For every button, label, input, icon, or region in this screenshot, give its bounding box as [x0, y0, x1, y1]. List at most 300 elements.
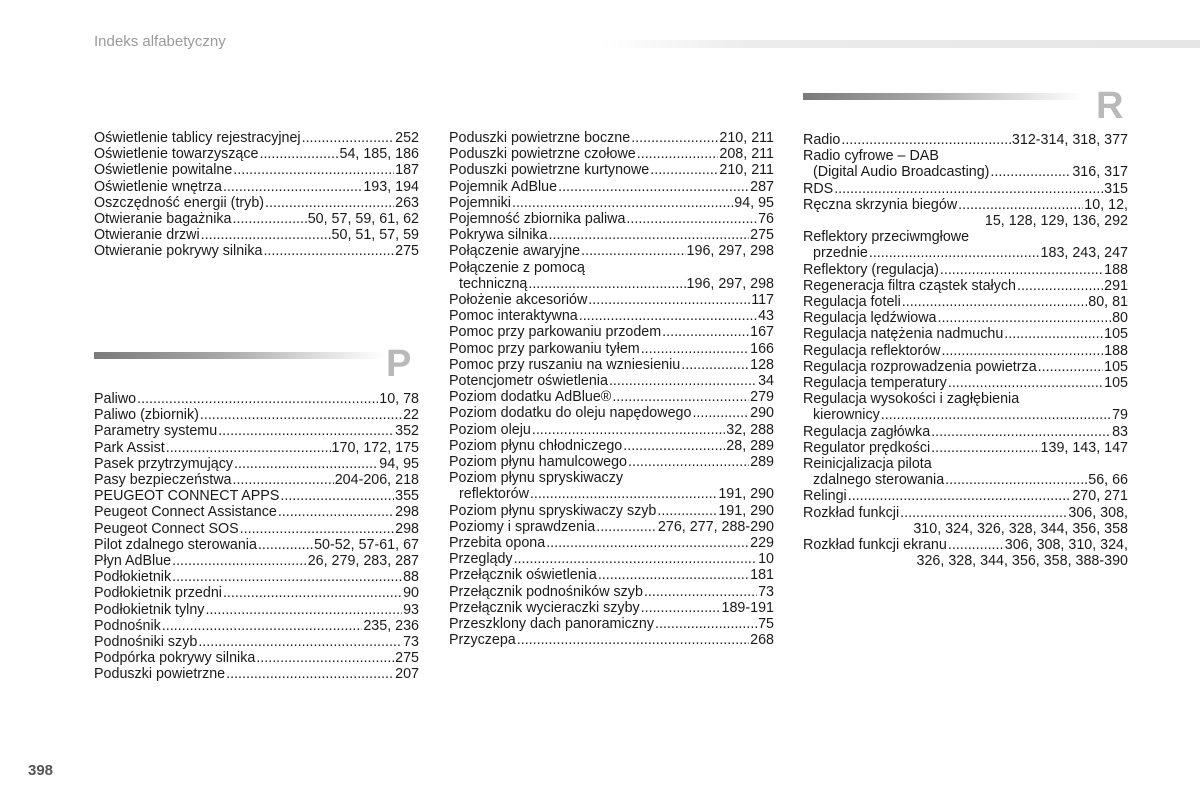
- index-entry-term: Regulacja rozprowadzenia powietrza: [803, 358, 1037, 375]
- index-column-r: [803, 132, 1128, 569]
- section-divider-p: [94, 352, 384, 359]
- index-entry: [449, 567, 774, 583]
- dot-leader: [628, 454, 749, 470]
- dot-leader: [598, 567, 749, 583]
- index-entry-pages: 188: [1104, 261, 1128, 278]
- index-entry-pages-cont: 326, 328, 344, 356, 358, 388-390: [916, 553, 1128, 570]
- index-entry: [94, 195, 419, 211]
- index-entry-pages: 80, 81: [1088, 294, 1128, 311]
- section-letter-r: R: [1096, 85, 1124, 127]
- index-entry-pages: 50, 51, 57, 59: [331, 227, 419, 244]
- index-entry: [94, 602, 419, 618]
- index-entry-pages: 22: [403, 407, 419, 424]
- index-entry: [813, 472, 1128, 488]
- index-entry-pages: 83: [1112, 423, 1128, 440]
- index-entry-pages: 208, 211: [719, 146, 774, 163]
- index-entry-pages: 270, 271: [1072, 488, 1128, 505]
- dot-leader: [302, 130, 395, 146]
- index-entry-head: Połączenie z pomocą: [449, 259, 585, 276]
- index-entry-pages: 75: [758, 616, 774, 633]
- index-entry-pages: 166: [750, 340, 774, 357]
- index-entry-pages: 94, 95: [734, 194, 774, 211]
- index-entry-pages: 188: [1104, 342, 1128, 359]
- index-entry: [803, 181, 1128, 197]
- index-entry-pages: 196, 297, 298: [686, 243, 774, 260]
- index-entry: [449, 632, 774, 648]
- index-entry-pages: 306, 308,: [1068, 504, 1128, 521]
- index-entry-term: Poduszki powietrzne czołowe: [449, 146, 636, 163]
- index-entry-pages: 105: [1104, 326, 1128, 343]
- index-entry: [94, 211, 419, 227]
- index-entry: [449, 243, 774, 259]
- index-entry-pages: 275: [395, 243, 419, 260]
- index-entry-term: Przełącznik podnośników szyb: [449, 583, 643, 600]
- dot-leader: [517, 632, 749, 648]
- index-entry-term: Rozkład funkcji: [803, 504, 900, 521]
- index-entry: [449, 519, 774, 535]
- index-entry-pages: 90: [403, 585, 419, 602]
- index-entry-term: Pasy bezpieczeństwa: [94, 472, 232, 489]
- index-entry-term: Podłokietnik: [94, 569, 172, 586]
- index-entry-term: Podnośniki szyb: [94, 634, 198, 651]
- index-entry-term: przednie: [813, 245, 868, 262]
- index-entry-pages: 279: [750, 389, 774, 406]
- index-entry-head: Poziom płynu spryskiwaczy: [449, 470, 623, 487]
- index-entry-pages: 105: [1104, 375, 1128, 392]
- index-entry-term: Parametry systemu: [94, 423, 218, 440]
- index-entry-pages: 105: [1104, 358, 1128, 375]
- index-entry-pages: 290: [750, 405, 774, 422]
- dot-leader: [681, 357, 749, 373]
- dot-leader: [1004, 326, 1103, 342]
- dot-leader: [200, 407, 402, 423]
- dot-leader: [166, 440, 331, 456]
- index-entry-head: Reflektory przeciwmgłowe: [803, 229, 970, 246]
- index-entry-term: Poziomy i sprawdzenia: [449, 518, 596, 535]
- dot-leader: [280, 488, 394, 504]
- index-entry: [803, 262, 1128, 278]
- dot-leader: [650, 162, 718, 178]
- index-entry-pages: 268: [750, 632, 774, 649]
- index-entry-term: Pomoc przy parkowaniu przodem: [449, 324, 662, 341]
- index-entry: [803, 359, 1128, 375]
- index-entry-term: Rozkład funkcji ekranu: [803, 537, 947, 554]
- dot-leader: [948, 537, 1004, 553]
- index-entry: [449, 324, 774, 340]
- index-entry-term: Poziom oleju: [449, 421, 531, 438]
- dot-leader: [234, 456, 378, 472]
- index-entry-term: reflektorów: [459, 486, 529, 503]
- index-entry: [803, 505, 1128, 521]
- dot-leader: [588, 292, 750, 308]
- index-entry: [449, 130, 774, 146]
- index-entry: [449, 162, 774, 178]
- dot-leader: [626, 211, 757, 227]
- index-entry-pages: 117: [751, 292, 774, 309]
- index-entry-term: PEUGEOT CONNECT APPS: [94, 488, 280, 505]
- index-entry: [94, 504, 419, 520]
- index-entry: [94, 407, 419, 423]
- index-entry: [459, 486, 774, 502]
- index-entry-term: techniczną: [459, 275, 528, 292]
- dot-leader: [579, 308, 757, 324]
- index-entry-pages: 263: [395, 194, 419, 211]
- index-entry-term: Przeglądy: [449, 551, 513, 568]
- index-entry-term: Poziom płynu hamulcowego: [449, 454, 628, 471]
- index-entry-pages: 196, 297, 298: [686, 275, 774, 292]
- index-entry: [449, 357, 774, 373]
- dot-leader: [945, 472, 1087, 488]
- index-entry-pages: 189-191: [721, 599, 774, 616]
- index-entry-pages: 183, 243, 247: [1040, 245, 1128, 262]
- index-entry: [94, 130, 419, 146]
- index-entry-pages: 355: [395, 488, 419, 505]
- index-entry-term: Regulacja foteli: [803, 294, 901, 311]
- index-entry-pages: 210, 211: [719, 162, 774, 179]
- index-entry-term: Poziom dodatku do oleju napędowego: [449, 405, 692, 422]
- index-entry-pages: 80: [1112, 310, 1128, 327]
- dot-leader: [172, 569, 402, 585]
- dot-leader: [558, 179, 749, 195]
- index-entry-pages: 56, 66: [1088, 472, 1128, 489]
- dot-leader: [641, 341, 749, 357]
- index-entry-term: Przeszklony dach panoramiczny: [449, 616, 655, 633]
- index-entry-term: RDS: [803, 180, 834, 197]
- dot-leader: [841, 132, 1011, 148]
- dot-leader: [1038, 359, 1103, 375]
- index-entry: [803, 310, 1128, 326]
- index-column-o: [94, 130, 419, 260]
- index-entry-term: Potencjometr oświetlenia: [449, 373, 608, 390]
- index-entry-pages: 79: [1112, 407, 1128, 424]
- index-entry-head: Reinicjalizacja pilota: [803, 456, 932, 473]
- dot-leader: [514, 551, 758, 567]
- section-divider-r: [803, 93, 1083, 100]
- index-entry-pages: 291: [1104, 277, 1128, 294]
- index-entry-term: Pojemnik AdBlue: [449, 178, 558, 195]
- index-entry: [94, 553, 419, 569]
- index-entry-term: Regulacja temperatury: [803, 375, 947, 392]
- index-entry: [449, 535, 774, 551]
- index-entry-pages: 229: [750, 535, 774, 552]
- index-entry-pages: 26, 279, 283, 287: [307, 553, 419, 570]
- index-entry-pages: 252: [395, 130, 419, 146]
- index-entry-term: Oświetlenie towarzyszące: [94, 146, 259, 163]
- dot-leader: [938, 310, 1112, 326]
- index-entry-pages: 193, 194: [363, 178, 419, 195]
- dot-leader: [162, 618, 363, 634]
- index-entry-pages: 235, 236: [363, 617, 419, 634]
- dot-leader: [530, 486, 717, 502]
- index-entry-term: Regulacja reflektorów: [803, 342, 941, 359]
- index-entry: [94, 456, 419, 472]
- index-entry-term: Regulacja natężenia nadmuchu: [803, 326, 1004, 343]
- index-entry: [94, 440, 419, 456]
- index-entry: [94, 521, 419, 537]
- dot-leader: [848, 488, 1072, 504]
- dot-leader: [881, 407, 1111, 423]
- index-entry-pages: 73: [758, 583, 774, 600]
- dot-leader: [869, 245, 1040, 261]
- dot-leader: [223, 179, 362, 195]
- index-entry: [449, 584, 774, 600]
- dot-leader: [657, 503, 717, 519]
- index-entry: [449, 341, 774, 357]
- index-entry: [94, 146, 419, 162]
- index-entry: [449, 616, 774, 632]
- index-entry-pages: 191, 290: [718, 502, 774, 519]
- dot-leader: [612, 389, 749, 405]
- index-entry-term: Oświetlenie powitalne: [94, 162, 233, 179]
- dot-leader: [546, 535, 749, 551]
- index-entry-pages: 93: [403, 601, 419, 618]
- index-entry-pages: 10: [758, 551, 774, 568]
- index-entry-pages: 139, 143, 147: [1040, 439, 1128, 456]
- dot-leader: [931, 424, 1111, 440]
- index-entry-pages: 167: [750, 324, 774, 341]
- index-entry: [803, 375, 1128, 391]
- index-entry-head: Regulacja wysokości i zagłębienia: [803, 391, 1020, 408]
- index-entry: [803, 537, 1128, 553]
- index-entry-term: (Digital Audio Broadcasting): [813, 164, 990, 181]
- index-entry-term: Paliwo (zbiornik): [94, 407, 199, 424]
- index-entry: [813, 245, 1128, 261]
- index-entry: [94, 618, 419, 634]
- index-entry: [803, 440, 1128, 456]
- index-entry-pages: 73: [403, 634, 419, 651]
- dot-leader: [278, 504, 394, 520]
- index-entry: [94, 666, 419, 682]
- index-entry-term: Park Assist: [94, 439, 165, 456]
- dot-leader: [596, 519, 657, 535]
- index-entry-term: Poduszki powietrzne boczne: [449, 130, 631, 146]
- index-entry-pages: 50, 57, 59, 61, 62: [307, 211, 419, 228]
- dot-leader: [834, 181, 1103, 197]
- dot-leader: [623, 438, 725, 454]
- header-rule: [600, 40, 1200, 48]
- dot-leader: [644, 584, 757, 600]
- index-entry: [449, 195, 774, 211]
- index-entry: [94, 650, 419, 666]
- index-entry-pages: 191, 290: [718, 486, 774, 503]
- index-entry-term: Podłokietnik przedni: [94, 585, 222, 602]
- dot-leader: [948, 375, 1103, 391]
- index-entry-pages: 298: [395, 520, 419, 537]
- dot-leader: [900, 505, 1067, 521]
- index-entry-pages-cont: 15, 128, 129, 136, 292: [984, 213, 1128, 230]
- index-entry: [449, 211, 774, 227]
- index-entry-term: Reflektory (regulacja): [803, 261, 939, 278]
- index-entry: [813, 164, 1128, 180]
- index-entry-pages: 207: [395, 666, 419, 683]
- index-entry-pages: 298: [395, 504, 419, 521]
- running-header: Indeks alfabetyczny: [94, 33, 226, 50]
- index-entry-term: Otwieranie bagażnika: [94, 211, 232, 228]
- index-entry-head: Radio cyfrowe – DAB: [803, 148, 939, 165]
- dot-leader: [512, 195, 733, 211]
- index-entry: [803, 132, 1128, 148]
- index-entry-term: Podłokietnik tylny: [94, 601, 205, 618]
- index-entry-term: Poziom płynu spryskiwaczy szyb: [449, 502, 657, 519]
- dot-leader: [201, 227, 331, 243]
- dot-leader: [655, 616, 757, 632]
- index-entry-pages: 181: [750, 567, 774, 584]
- dot-leader: [528, 276, 685, 292]
- index-entry: [803, 294, 1128, 310]
- index-entry-pages: 76: [758, 211, 774, 228]
- dot-leader: [931, 440, 1039, 456]
- index-entry-pages: 10, 12,: [1084, 196, 1128, 213]
- index-entry-pages: 312-314, 318, 377: [1011, 132, 1128, 148]
- dot-leader: [172, 553, 307, 569]
- dot-leader: [641, 600, 721, 616]
- index-entry-pages: 187: [395, 162, 419, 179]
- index-entry: [94, 569, 419, 585]
- index-entry-term: kierownicy: [813, 407, 880, 424]
- index-entry-term: Pomoc przy ruszaniu na wzniesieniu: [449, 356, 681, 373]
- index-entry-pages: 210, 211: [719, 130, 774, 146]
- index-entry: [803, 197, 1128, 213]
- index-entry-term: Pojemność zbiornika paliwa: [449, 211, 626, 228]
- index-entry-term: Oświetlenie tablicy rejestracyjnej: [94, 130, 301, 146]
- page-number: 398: [28, 762, 54, 779]
- index-entry: [449, 503, 774, 519]
- index-entry: [94, 179, 419, 195]
- index-entry: [94, 391, 419, 407]
- index-entry-term: Położenie akcesoriów: [449, 292, 588, 309]
- index-entry-pages: 54, 185, 186: [339, 146, 419, 163]
- dot-leader: [240, 521, 394, 537]
- index-entry-pages: 32, 288: [726, 421, 774, 438]
- index-entry: [459, 276, 774, 292]
- index-entry-pages: 43: [758, 308, 774, 325]
- index-entry-term: Pasek przytrzymujący: [94, 455, 234, 472]
- dot-leader: [902, 294, 1087, 310]
- index-entry-pages: 275: [750, 227, 774, 244]
- dot-leader: [226, 666, 394, 682]
- index-entry: [94, 243, 419, 259]
- index-entry-pages: 94, 95: [379, 455, 419, 472]
- index-entry-pages: 287: [750, 178, 774, 195]
- index-entry-pages: 275: [395, 650, 419, 667]
- index-entry: [803, 326, 1128, 342]
- index-entry-term: Relingi: [803, 488, 847, 505]
- index-entry: [94, 227, 419, 243]
- dot-leader: [532, 422, 725, 438]
- index-entry-term: Regulacja zagłówka: [803, 423, 931, 440]
- index-entry-term: Ręczna skrzynia biegów: [803, 196, 958, 213]
- index-entry-pages: 352: [395, 423, 419, 440]
- index-entry-term: Oszczędność energii (tryb): [94, 194, 265, 211]
- index-entry: [449, 373, 774, 389]
- index-entry-term: Peugeot Connect Assistance: [94, 504, 277, 521]
- index-entry: [803, 343, 1128, 359]
- index-entry: [94, 162, 419, 178]
- dot-leader: [218, 423, 394, 439]
- index-entry: [449, 292, 774, 308]
- index-entry-term: Przełącznik wycieraczki szyby: [449, 599, 640, 616]
- index-entry-term: Paliwo: [94, 391, 137, 407]
- index-entry-pages: 289: [750, 454, 774, 471]
- dot-leader: [637, 146, 719, 162]
- index-entry-term: Pilot zdalnego sterowania: [94, 536, 257, 553]
- index-entry: [449, 405, 774, 421]
- section-letter-p: P: [386, 343, 412, 385]
- index-entry-pages: 170, 172, 175: [331, 439, 419, 456]
- index-entry: [94, 634, 419, 650]
- index-entry-term: Regulacja lędźwiowa: [803, 310, 937, 327]
- index-entry-term: zdalnego sterowania: [813, 472, 945, 489]
- index-entry-term: Poziom dodatku AdBlue®: [449, 389, 612, 406]
- index-column-p-1: [94, 391, 419, 683]
- index-entry: [803, 424, 1128, 440]
- index-entry: [94, 537, 419, 553]
- dot-leader: [265, 195, 394, 211]
- index-entry-pages: 276, 277, 288-290: [657, 518, 774, 535]
- index-entry: [449, 551, 774, 567]
- index-entry-pages: 315: [1104, 180, 1128, 197]
- index-entry-term: Poduszki powietrzne kurtynowe: [449, 162, 650, 179]
- index-entry-pages: 50-52, 57-61, 67: [314, 536, 419, 553]
- dot-leader: [692, 405, 749, 421]
- dot-leader: [662, 324, 749, 340]
- index-entry-term: Przebita opona: [449, 535, 546, 552]
- index-entry-term: Oświetlenie wnętrza: [94, 178, 222, 195]
- dot-leader: [232, 472, 333, 488]
- dot-leader: [549, 227, 750, 243]
- index-entry: [803, 488, 1128, 504]
- index-entry: [449, 454, 774, 470]
- index-entry: [94, 585, 419, 601]
- index-entry-pages: 204-206, 218: [334, 472, 419, 489]
- index-entry-term: Regeneracja filtra cząstek stałych: [803, 277, 1016, 294]
- index-entry-term: Podnośnik: [94, 617, 161, 634]
- dot-leader: [631, 130, 718, 146]
- index-entry-term: Otwieranie pokrywy silnika: [94, 243, 263, 260]
- index-entry: [449, 179, 774, 195]
- index-entry-pages: 10, 78: [379, 391, 419, 407]
- dot-leader: [256, 650, 394, 666]
- dot-leader: [233, 162, 394, 178]
- index-entry-term: Peugeot Connect SOS: [94, 520, 239, 537]
- index-entry-pages-cont: 310, 324, 326, 328, 344, 356, 358: [913, 520, 1128, 537]
- index-entry-term: Połączenie awaryjne: [449, 243, 581, 260]
- index-column-p-2: [449, 130, 774, 649]
- index-entry-pages: 128: [750, 356, 774, 373]
- index-entry-term: Regulator prędkości: [803, 439, 931, 456]
- index-entry-term: Radio: [803, 132, 841, 148]
- dot-leader: [198, 634, 402, 650]
- dot-leader: [1017, 278, 1103, 294]
- index-entry: [94, 423, 419, 439]
- dot-leader: [958, 197, 1083, 213]
- index-entry-term: Przyczepa: [449, 632, 516, 649]
- index-entry-pages: 88: [403, 569, 419, 586]
- dot-leader: [233, 211, 307, 227]
- index-entry-term: Przełącznik oświetlenia: [449, 567, 597, 584]
- index-entry-pages: 316, 317: [1072, 164, 1128, 181]
- dot-leader: [258, 537, 313, 553]
- dot-leader: [263, 243, 394, 259]
- dot-leader: [223, 585, 402, 601]
- index-entry-term: Pojemniki: [449, 194, 511, 211]
- dot-leader: [137, 391, 378, 407]
- index-entry: [803, 278, 1128, 294]
- index-entry: [94, 488, 419, 504]
- index-entry-term: Pomoc interaktywna: [449, 308, 578, 325]
- index-entry: [449, 308, 774, 324]
- dot-leader: [990, 164, 1071, 180]
